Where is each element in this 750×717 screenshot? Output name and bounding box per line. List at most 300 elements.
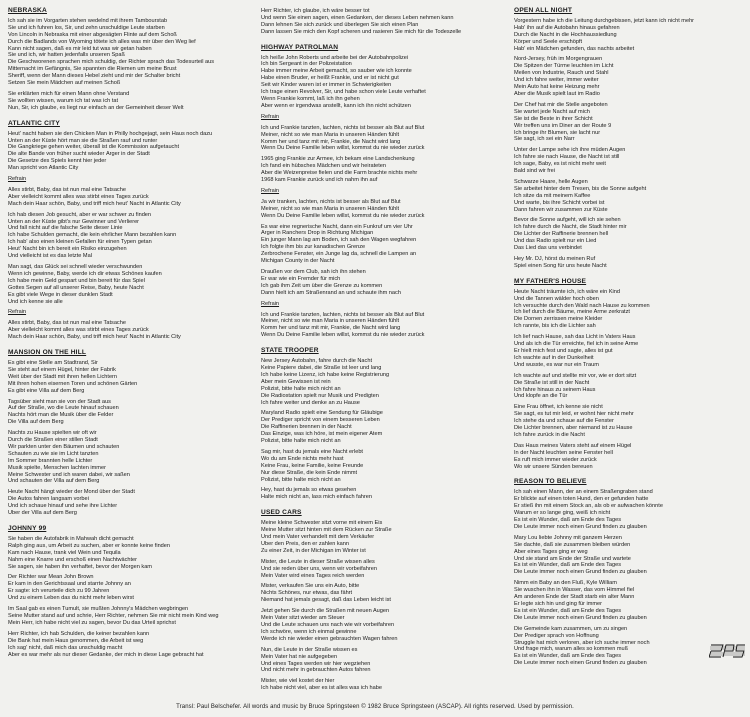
lyric-line: Meine kleine Schwester sitzt vorne mit einem Eis (261, 520, 383, 527)
lyric-line: Spiel einen Song für uns heute Nacht (514, 262, 607, 269)
lyric-line: Es gibt viele Wege in dieser dunklen Stadt (8, 291, 113, 298)
lyric-line: Ich fahre zurück in die Nacht (514, 431, 585, 438)
lyric-line: Maryland Radio spielt eine Sendung für Gläubige (261, 410, 383, 417)
lyric-line: Ich habe nicht viel, aber es ist alles was ich habe (261, 685, 382, 692)
lyric-line: Der Chef hat mir die Stelle angeboten (514, 101, 608, 108)
lyric-line: Bald sind wir frei (514, 168, 556, 175)
lyric-line: Meiner, nicht so wie man Maria in unseren Händen fühlt (261, 205, 400, 212)
lyric-line: Durch die Nacht in die Hochhaussiedlung (514, 31, 617, 38)
lyric-line: Die Villa auf dem Berg (8, 419, 64, 426)
lyric-line: Sie wuschen ihn in Wasser, das vom Himmel fiel (514, 587, 635, 594)
lyric-line: Unten an der Küste gibt's nur Gewinner und Verlierer (8, 218, 140, 225)
lyric-line: Durch die Straßen einer stillen Stadt (8, 437, 98, 444)
lyric-line: Sie erklärten mich für einen Mann ohne Verstand (8, 90, 130, 97)
lyric-line: Die Autos fahren langsam vorbei (8, 496, 89, 503)
lyrics-column-3 (514, 8, 746, 676)
lyric-line: Aber die Weizenpreise fielen und die Farm brachte nichts mehr (261, 170, 418, 177)
song-title: OPEN ALL NIGHT (514, 7, 573, 14)
lyric-line: Meine Schwester und ich waren dabei, wir saßen (8, 471, 130, 478)
lyric-line: Eine Frau öffnet, ich kenne sie nicht (514, 404, 603, 411)
lyric-line: Hey, hast du jemals so etwas gesehen (261, 487, 357, 494)
lyric-line: Durch die Badlands von Wyoming tötete ich alles was mir über den Weg lief (8, 38, 196, 45)
song-block (8, 8, 240, 112)
lyric-line: Wo du am Ende nichts mehr hast (261, 455, 344, 462)
lyric-line: Es ist ein Wunder, daß am Ende des Tages (514, 517, 622, 523)
lyric-line: Wenn Frankie kommt, laß ich ihn gehen (261, 95, 360, 102)
lyric-line: Nun, die Leute in der Straße wissen es (261, 646, 358, 653)
lyric-line: Und wusste, es war nur ein Traum (514, 361, 599, 368)
eps-logo-icon (709, 642, 747, 660)
lyric-line: Mister, die Leute in dieser Straße wissen alles (261, 558, 375, 565)
lyric-line: Über der Villa auf dem Berg (8, 510, 77, 517)
lyric-line: Mary Lou liebte Johnny mit ganzem Herzen (514, 534, 622, 541)
lyric-line: Sie arbeitet hinter dem Tresen, bis die Sonne aufgeht (514, 185, 647, 192)
lyric-line: Die Gangkriege gehen weiter, überall ist die Kommission aufgetaucht (8, 144, 180, 151)
stanza (514, 443, 746, 471)
lyric-line: Die Leute immer noch einen Grund finden zu glauben (514, 569, 647, 576)
lyric-line: Niemand hat jemals gesagt, daß das Leben leicht ist (261, 597, 391, 604)
song-title: NEBRASKA (8, 7, 47, 14)
lyric-line: Sie ist die Beste in ihrer Schicht (514, 115, 593, 122)
lyric-line: Und vielleicht ist es das letzte Mal (8, 253, 92, 260)
stanza (514, 373, 746, 401)
lyric-line: Und als ich die Tür erreichte, fiel ich in seine Arme (514, 341, 639, 348)
song-block (514, 479, 746, 667)
lyric-line: Polizist, bitte halte mich nicht an (261, 385, 341, 392)
lyric-line: Mach dein Haar schön, Baby, und triff mich heut' Nacht in Atlantic City (8, 334, 181, 341)
lyric-line: Herr Richter, ich glaube, ich wäre besser tot (261, 8, 370, 14)
lyric-line: Unter der Lampe sehe ich ihre müden Augen (514, 147, 626, 154)
stanza (261, 224, 493, 265)
lyric-line: Ich folgte ihm bis zur kanadischen Grenze (261, 244, 366, 251)
stanza (261, 301, 493, 308)
stanza (514, 580, 746, 621)
lyric-line: Und zu einem Leben das du nicht mehr leben wirst (8, 595, 134, 602)
lyric-line: Sie wartet jede Nacht auf mich (514, 108, 590, 115)
stanza (8, 18, 240, 87)
lyric-line: Er hielt mich fest und sagte, alles ist gut (514, 347, 613, 354)
lyric-line: Es war eine regnerische Nacht, dann ein Funkruf um vier Uhr (261, 223, 413, 230)
lyric-line: Ich versuchte durch den Wald nach Hause zu kommen (514, 302, 650, 309)
lyric-line: Ich sah sie im Vorgarten stehen wedelnd mit ihrem Tambourstab (8, 17, 168, 24)
lyric-line: Die Lichter brennen, aber niemand ist zu Hause (514, 425, 633, 432)
stanza (261, 312, 493, 340)
lyric-line: Keine Frau, keine Familie, keine Freunde (261, 462, 364, 469)
lyric-line: Heute Nacht hängt wieder der Mond über der Stadt (8, 489, 135, 496)
lyric-line: Ich rannte, bis ich die Lichter sah (514, 323, 596, 330)
lyric-line: Wir treffen uns im Diner an der Route 9 (514, 122, 612, 129)
lyric-line: Weit über der Stadt mit ihren hellen Lichtern (8, 373, 118, 380)
lyric-line: Heute Nacht träumte ich, ich wäre ein Kind (514, 288, 621, 295)
lyric-line: Nur diese Straße, die kein Ende nimmt (261, 469, 358, 476)
lyric-line: Die Spitzen der Türme leuchten im Licht (514, 63, 614, 70)
lyric-line: Ich heiße John Roberts und arbeite bei der Autobahnpolizei (261, 54, 409, 61)
lyric-line: Er sagte: ich verurteile dich zu 99 Jahren (8, 588, 110, 595)
lyric-line: Meiner, nicht so wie man Maria in unseren Händen fühlt (261, 131, 400, 138)
lyric-line: Ich fahre durch die Nacht, die Stadt hinter mir (514, 224, 627, 231)
lyric-line: Es ist ein Wunder, daß am Ende des Tages (514, 607, 622, 614)
stanza (8, 131, 240, 172)
lyric-line: Er stieß ihn mit einem Stock an, als ob er aufwachen könnte (514, 503, 663, 510)
lyric-line: Ich habe Schulden gemacht, die kein ehrlicher Mann bezahlen kann (8, 232, 177, 239)
lyric-line: Mein Herr, ich habe nicht viel zu sagen, bevor Du das Urteil sprichst (8, 619, 176, 626)
lyric-line: Auf der Straße, wo die Leute hinauf schauen (8, 405, 119, 412)
lyric-line: Seine Mutter stand auf und schrie, Herr Richter, nehmen Sie mir nicht mein Kind weg (8, 612, 219, 619)
lyric-line: Es ruft mich immer wieder zurück (514, 456, 597, 463)
lyric-line: Ich wachte auf und stellte mir vor, wie er dort sitzt (514, 372, 637, 379)
song-block (514, 279, 746, 471)
lyric-line: Hab' ihn auf die Autobahn hinaus gefahren (514, 24, 620, 31)
lyric-line: Man sagt, das Glück sei schnell wieder verschwunden (8, 264, 143, 270)
song-block (8, 526, 240, 658)
lyric-line: Aber wenn er irgendwas anstellt, kann ich ihn nicht schützen (261, 102, 411, 109)
lyric-line: Struggle hat mich verloren, aber ich suche immer noch (514, 639, 650, 646)
lyric-line: Die Raffinerien brennen in der Nacht (261, 424, 352, 431)
lyrics-column-1 (8, 8, 240, 667)
lyric-line: Habe immer meine Arbeit gemacht, so sauber wie ich konnte (261, 68, 412, 75)
lyric-line: Ich schwöre, wenn ich einmal gewinne (261, 628, 357, 635)
lyric-line: Im Sommer brannten helle Lichter (8, 457, 93, 464)
lyric-line: Und das Radio spielt nur ein Lied (514, 238, 597, 245)
lyric-line: Sie und ich fuhren los, Sir, und zehn unschuldige Leute starben (8, 24, 165, 31)
stanza (8, 176, 240, 183)
lyric-line: Dann lehnen Sie sich zurück und überlegen Sie sich einen Plan (261, 21, 419, 28)
lyric-line: Warum er so lange ging, weiß ich nicht (514, 510, 611, 517)
lyric-line: Ich und Frankie tanzten, lachten, nichts ist besser als Blut auf Blut (261, 311, 425, 318)
stanza (514, 56, 746, 97)
lyric-line: Die Dornen zerrissen meine Kleider (514, 316, 603, 323)
song-title: MY FATHER'S HOUSE (514, 277, 587, 285)
lyric-line: Sie sagen, sie haben ihn verhaftet, bevor der Morgen kam (8, 563, 152, 570)
lyric-line: Das Lied das uns verbindet (514, 245, 582, 252)
lyric-line: Ich hab' also einen kleinen Gefallen für einen Typen getan (8, 239, 152, 246)
lyric-line: Die Gemeinde kam zusammen, um zu singen (514, 625, 628, 632)
stanza (261, 647, 493, 675)
lyric-line: Komm her und tanz mit mir, Frankie, die Nacht wird lang (261, 325, 401, 332)
lyric-line: Halte mich nicht an, lass mich einfach fahren (261, 494, 372, 501)
lyric-line: New Jersey Autobahn, fahre durch die Nacht (261, 358, 373, 365)
lyric-line: Wo wir unsere Sünden bereuen (514, 463, 593, 470)
stanza (261, 55, 493, 110)
lyric-line: Ich sitze da mit meinem Kaffee (514, 192, 591, 199)
lyric-line: Und ich kenne sie alle (8, 298, 63, 305)
lyric-line: Über den Preis, den er zahlen kann (261, 540, 350, 547)
lyric-line: Von Lincoln in Nebraska mit einer abgesägten Flinte auf dem Schoß (8, 31, 177, 38)
lyric-line: Komm her und tanz mit mir, Frankie, die Nacht wird lang (261, 138, 401, 145)
refrain-label: Refrain (261, 187, 280, 194)
lyric-line: Schauten zu wie sie im Licht tanzten (8, 450, 99, 457)
song-title: ATLANTIC CITY (8, 119, 60, 127)
stanza (514, 489, 746, 530)
lyric-line: Ich lief nach Hause, sah das Licht in Vaters Haus (514, 334, 636, 341)
stanza (8, 360, 240, 395)
lyric-line: Nun, Sir, ich glaube, es liegt nur einfach an der Gemeinheit dieser Welt (8, 104, 184, 111)
lyric-line: Ich stehe da und schaue auf die Fenster (514, 418, 614, 425)
lyric-line: Es ist ein Wunder, daß am Ende des Tages (514, 562, 622, 569)
lyric-line: Polizist, bitte halte mich nicht an (261, 476, 341, 483)
stanza (8, 320, 240, 341)
lyric-line: Herr Richter, ich hab Schulden, die keiner bezahlen kann (8, 630, 150, 637)
lyric-line: Mein Vater sitzt wieder am Steuer (261, 615, 345, 622)
lyric-line: Schwarze Haare, helle Augen (514, 178, 588, 185)
lyrics-sheet (6, 4, 744, 694)
lyric-line: Aber die Musik spielt laut im Radio (514, 90, 600, 97)
lyric-line: Die alte Bande von früher sucht wieder Ärger in der Stadt (8, 151, 150, 158)
lyric-line: Alles stirbt, Baby, das ist nun mal eine Tatsache (8, 320, 126, 327)
lyric-line: Am anderen Ende der Stadt starb ein alter Mann (514, 594, 635, 601)
lyric-line: Draußen vor dem Club, sah ich ihn stehen (261, 269, 366, 275)
lyric-line: Und die Leute schauen uns nach wie wir vorbeifahren (261, 621, 395, 628)
lyric-line: 1968 kam Frankie zurück und ich nahm ihn auf (261, 177, 378, 184)
lyric-line: Unten an der Küste hört man sie die Straßen rauf und runter (8, 137, 158, 144)
stanza (261, 520, 493, 555)
lyric-line: Sie haben die Autofabrik in Mahwah dicht gemacht (8, 535, 134, 542)
lyric-line: Er war wie ein Fremder für mich (261, 275, 341, 282)
lyric-line: Die Bank hat mein Haus genommen, die Arbeit ist weg (8, 637, 144, 644)
lyric-line: Nimm ein Baby an den Fluß, Kyle William (514, 580, 617, 587)
lyric-line: Aber eines Tages ging er weg (514, 548, 588, 555)
lyric-line: Setzen Sie mein Mädchen auf meinen Schoß (8, 80, 121, 87)
stanza (261, 487, 493, 501)
lyric-line: Körper und Seele erschöpft (514, 38, 583, 45)
stanza (8, 91, 240, 112)
lyric-line: Das Haus meines Vaters steht auf einem Hügel (514, 442, 632, 449)
song-block (8, 350, 240, 517)
lyric-line: Gottes Segen auf all unserer Reise, Baby, heute Nacht (8, 284, 144, 291)
refrain-label: Refrain (261, 113, 280, 120)
lyric-line: Nachts hört man die Musik über die Felder (8, 412, 114, 419)
stanza (261, 410, 493, 445)
lyric-line: Bevor die Sonne aufgeht, will ich sie sehen (514, 217, 621, 224)
lyric-line: Tagsüber sieht man sie von der Stadt aus (8, 398, 111, 405)
lyric-line: Mein Auto hat keine Heizung mehr (514, 84, 600, 91)
stanza (514, 404, 746, 439)
lyric-line: Und eines Tages werden wir hier wegziehen (261, 660, 371, 667)
stanza (261, 358, 493, 406)
song-block (8, 121, 240, 341)
lyric-line: Jetzt gehen Sie durch die Straßen mit neuen Augen (261, 608, 390, 615)
lyric-line: Und ich fahre weiter, immer weiter (514, 77, 599, 84)
lyric-line: Ein junger Mann lag am Boden, ich sah den Wagen wegfahren (261, 237, 417, 244)
stanza (514, 217, 746, 252)
stanza (261, 125, 493, 153)
stanza (514, 334, 746, 369)
stanza (8, 536, 240, 571)
lyric-line: Meilen von Industrie, Rauch und Stahl (514, 70, 609, 77)
lyric-line: Sie dachte, daß sie zusammen bleiben würden (514, 541, 631, 548)
lyric-line: Die Leute immer noch einen Grund finden zu glauben (514, 523, 647, 530)
lyric-line: Alles stirbt, Baby, das ist nun mal eine Tatsache (8, 186, 126, 193)
lyric-line: Sie steht auf einem Hügel, hinter der Fabrik (8, 366, 116, 373)
stanza (8, 574, 240, 602)
lyric-line: Nachts zu Hause spielten wir oft wir (8, 430, 97, 437)
stanza (8, 399, 240, 427)
lyric-line: Sie sagt, es tut mir leid, er wohnt hier nicht mehr (514, 411, 634, 418)
stanza (261, 114, 493, 121)
lyric-line: Keine Papiere dabei, die Straße ist leer und lang (261, 364, 382, 371)
lyric-line: Die Leute immer noch einen Grund finden zu glauben (514, 660, 647, 667)
lyric-line: Nahm eine Knarre und erschoß einen Nachtwächter (8, 556, 138, 563)
lyric-line: Wenn Du Deine Familie leben willst, kommst du nie wieder zurück (261, 145, 425, 152)
lyric-line: Ich sah einen Mann, der an einem Straßengraben stand (514, 489, 653, 496)
stanza (261, 199, 493, 220)
lyric-line: Der Richter war Mean John Brown (8, 574, 94, 581)
lyric-line: Kann nicht sagen, daß es mir leid tut was wir getan haben (8, 45, 152, 52)
stanza (8, 187, 240, 208)
lyric-line: Ich fahre sie nach Hause, die Nacht ist still (514, 154, 620, 161)
lyric-line: Ich bin Sergeant in der Polizeistation (261, 61, 352, 68)
lyric-line: Heut' Nacht bin ich bereit ein Risiko einzugehen (8, 246, 127, 253)
song-block (261, 8, 493, 36)
stanza (261, 188, 493, 195)
stanza (261, 678, 493, 692)
lyric-line: Wir parkten unter den Bäumen und schauten (8, 443, 120, 450)
lyric-line: Hab' ein Mädchen gefunden, das nachts arbeitet (514, 45, 635, 52)
lyric-line: Zerbrochene Fenster, ein Junge lag da, schnell die Lampen an (261, 251, 417, 258)
stanza (514, 289, 746, 330)
lyric-line: Ralph ging aus, um Arbeit zu suchen, aber er konnte keine finden (8, 542, 171, 549)
stanza (261, 583, 493, 604)
lyric-line: Ärger in Ranchers Drop in Richtung Michigan (261, 230, 374, 237)
song-title: HIGHWAY PATROLMAN (261, 43, 339, 51)
stanza (514, 535, 746, 576)
lyric-line: Nord-Jersey, früh im Morgengrauen (514, 56, 603, 63)
lyric-line: Heut' nacht haben sie den Chicken Man in Philly hochgejagt, sein Haus noch dazu (8, 130, 213, 137)
stanza (261, 8, 493, 36)
refrain-label: Refrain (8, 176, 27, 183)
lyric-line: Ich hab diesen Job gesucht, aber er war schwer zu finden (8, 211, 152, 218)
lyric-line: Michigan County in der Nacht (261, 258, 335, 265)
lyric-line: Er legte sich hin und ging für immer (514, 600, 602, 607)
lyric-line: Ich trage einen Revolver, Sir, und habe schon viele Leute verhaftet (261, 89, 426, 96)
stanza (8, 489, 240, 517)
lyric-line: Er kam in den Gerichtssaal und starrte Johnny an (8, 581, 131, 588)
stanza (261, 269, 493, 297)
lyric-line: Das Einzige, was ich höre, ist mein eigener Atem (261, 431, 383, 438)
lyric-line: Meine Mutter sitzt hinten mit dem Rücken zur Straße (261, 527, 392, 534)
lyric-line: Der Prediger sprach von Hoffnung (514, 632, 599, 639)
lyric-line: Mitternacht im Gefängnis, Sie spannten die Riemen um meine Brust (8, 66, 177, 73)
song-block (261, 45, 493, 340)
lyric-line: Und die Tannen wälder hoch oben (514, 295, 599, 302)
lyric-line: Kam nach Hause, trank viel Wein und Tequila (8, 549, 121, 556)
stanza (261, 449, 493, 484)
refrain-label: Refrain (8, 309, 27, 316)
lyric-line: Sheriff, wenn der Mann dieses Hebel zieht und mir der Schalter bricht (8, 73, 181, 80)
stanza (514, 102, 746, 143)
lyric-line: Ich lief durch die Bäume, meine Arme zerkratzt (514, 309, 630, 316)
lyric-line: Ich sag' nicht, daß mich das unschuldig macht (8, 644, 123, 651)
lyric-line: Ich sage, Baby, es ist nicht mehr weit (514, 161, 606, 168)
lyric-line: Seit wir Kinder waren ist er immer in Schwierigkeiten (261, 82, 392, 89)
lyric-line: Ich gab ihm Zeit um über die Grenze zu kommen (261, 282, 383, 289)
lyric-line: Ich wachte auf in der Dunkelheit (514, 354, 594, 361)
song-title: JOHNNY 99 (8, 525, 47, 532)
song-title: USED CARS (261, 509, 302, 517)
stanza (261, 608, 493, 643)
lyric-line: Ja wir tranken, lachten, nichts ist besser als Blut auf Blut (261, 198, 401, 205)
lyric-line: Ich fahre weiter und denke an zu Hause (261, 399, 360, 406)
lyric-line: Es ist ein Wunder, daß am Ende des Tages (514, 653, 622, 660)
lyric-line: Wenn ich gewinne, Baby, werde ich dir etwas Schönes kaufen (8, 270, 162, 277)
lyric-line: Sie wollten wissen, warum ich tat was ich tat (8, 97, 119, 104)
lyric-line: 1965 ging Frankie zur Armee, ich bekam eine Landschenkung (261, 156, 415, 163)
lyric-line: Habe einen Bruder, er heißt Frankie, und er ist nicht gut (261, 75, 399, 82)
lyric-line: Die Lichter der Raffinerie brennen hell (514, 231, 609, 238)
lyric-line: Die Leute immer noch einen Grund finden zu glauben (514, 614, 647, 621)
lyric-line: Im Saal gab es einen Tumult, sie mußten Johnny's Mädchen wegbringen (8, 606, 189, 613)
lyric-line: Sag mir, hast du jemals eine Nacht erlebt (261, 448, 363, 455)
lyric-line: Und fall nicht auf die falsche Seite dieser Linie (8, 225, 123, 232)
lyric-line: Und schauten der Villa auf dem Berg (8, 478, 100, 485)
lyric-line: Musik spielte, Menschen lachten immer (8, 464, 106, 471)
lyric-line: Ich und Frankie tanzten, lachten, nichts ist besser als Blut auf Blut (261, 124, 425, 131)
lyric-line: Mit ihren hohen eisernen Toren und schönen Gärten (8, 380, 138, 387)
song-block (514, 8, 746, 270)
lyric-line: Wenn Du Deine Familie leben willst, kommst du nie wieder zurück (261, 332, 425, 339)
lyric-line: Mister, wie viel kostet der hier (261, 678, 335, 685)
lyric-line: Meiner, nicht so wie man Maria in unseren Händen fühlt (261, 318, 400, 325)
lyric-line: Und frage mich, warum alles so kommen muß (514, 646, 629, 653)
lyric-line: Er blickte auf einen toten Hund, den er gefunden hatte (514, 496, 649, 503)
lyrics-column-2 (261, 8, 493, 701)
stanza (261, 559, 493, 580)
stanza (8, 631, 240, 659)
lyric-line: Es gibt eine Villa auf dem Berg (8, 387, 85, 394)
lyric-line: Ich fahre hinaus zu seinem Haus (514, 386, 596, 393)
lyric-line: Und warte, bis ihre Schicht vorbei ist (514, 199, 605, 206)
lyric-line: Zu einer Zeit, in der Michigan im Winter ist (261, 547, 366, 554)
lyric-line: Die Gesetze des Spiels kennt hier jeder (8, 158, 107, 165)
lyric-line: Die Geschworenen sprachen mich schuldig, der Richter sprach das Todesurteil aus (8, 59, 215, 66)
song-block (261, 510, 493, 692)
lyric-line: Aber vielleicht kommt alles was stirbt eines Tages zurück (8, 193, 149, 200)
lyric-line: Es gibt eine Stelle am Stadtrand, Sir (8, 359, 98, 366)
lyric-line: Mister, verkaufen Sie uns ein Auto, bitte (261, 583, 360, 590)
lyric-line: Aber es war mehr als nur dieser Gedanke, der mich in diese Lage gebracht hat (8, 651, 204, 658)
stanza (8, 606, 240, 627)
song-title: REASON TO BELIEVE (514, 478, 587, 486)
lyric-line: Die Straße ist still in der Nacht (514, 379, 590, 386)
lyric-line: Ich habe mein Geld gespart und bin bereit für das Spiel (8, 277, 145, 284)
lyric-line: Und mein Vater verhandelt mit dem Verkäufer (261, 534, 375, 540)
lyric-line: Mach dein Haar schön, Baby, und triff mich heut' Nacht in Atlantic City (8, 200, 181, 207)
copyright-footer: Transl: Paul Belschefer. All words and music by Bruce Springsteen © 1982 Bruce Springsteen (ASCAP). All rights reserved. Used by permission. (176, 704, 574, 710)
lyric-line: Und wenn Sie einen sagen, einen Gedanken, der dieses Leben nehmen kann (261, 14, 454, 21)
lyric-line: Sie sagt, ich sei ein Narr (514, 136, 575, 143)
song-title: STATE TROOPER (261, 347, 319, 355)
stanza (8, 309, 240, 316)
lyric-line: Aber vielleicht kommt alles was stirbt eines Tages zurück (8, 327, 149, 334)
lyric-line: Und klopfe an die Tür (514, 393, 568, 400)
lyric-line: Polizist, bitte halte mich nicht an (261, 438, 341, 445)
lyric-line: Ich habe keine Lizenz, ich habe keine Registrierung (261, 371, 390, 378)
lyric-line: Dann lassen Sie mich den Kopf scheren und rasieren Sie mich für die Todeszelle (261, 28, 462, 35)
lyric-line: Die Radiostation spielt nur Musik und Predigten (261, 392, 379, 399)
lyric-line: Werde ich nie wieder einen gebrauchten Wagen fahren (261, 635, 398, 642)
lyric-line: Mein Vater wird eines Tages reich werden (261, 572, 365, 579)
lyric-line: Der Prediger spricht von einem besseren Leben (261, 417, 380, 424)
song-title: MANSION ON THE HILL (8, 349, 87, 357)
lyric-line: Mein Vater hat nie aufgegeben (261, 653, 338, 660)
lyric-line: Und nicht mehr in gebrauchten Autos fahren (261, 667, 371, 674)
lyric-line: Vorgestern habe ich die Leitung durchgebissen, jetzt kann ich nicht mehr (514, 17, 695, 24)
stanza (8, 212, 240, 260)
stanza (8, 430, 240, 485)
lyric-line: Hey Mr. DJ, hörst du meinen Ruf (514, 256, 596, 262)
stanza (8, 264, 240, 305)
lyric-line: Und ich schaue hinauf und sehe ihre Lichter (8, 503, 118, 510)
